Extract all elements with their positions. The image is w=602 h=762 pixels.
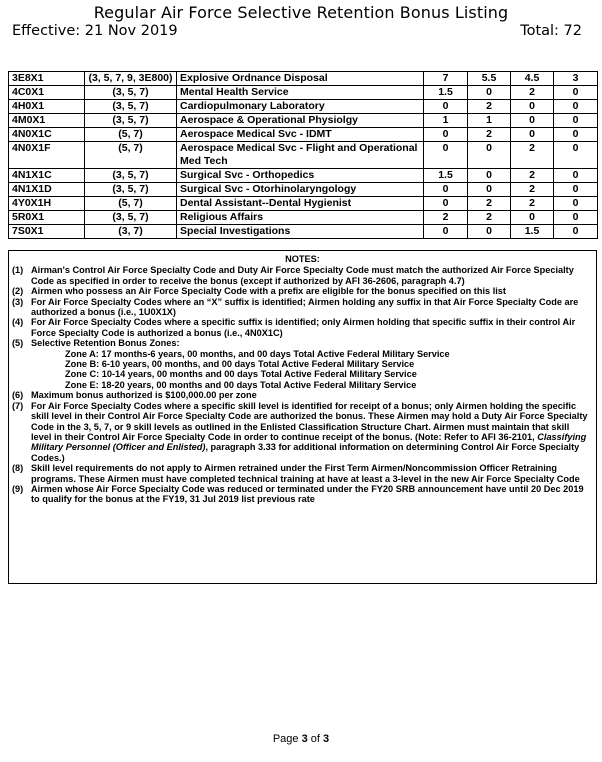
skill-levels-cell: (3, 5, 7) <box>85 183 177 197</box>
afsc-cell: 5R0X1 <box>9 211 85 225</box>
zone-a-cell: 1.5 <box>424 86 468 100</box>
table-row <box>9 100 598 114</box>
zone-b-cell: 2 <box>468 100 511 114</box>
afsc-cell: 7S0X1 <box>9 225 85 239</box>
note-number: (3) <box>12 296 24 307</box>
zone-c-cell: 0 <box>511 128 554 142</box>
specialty-title-cell: Aerospace Medical Svc - IDMT <box>177 128 424 142</box>
zone-c-cell: 2 <box>511 197 554 211</box>
zone-b-cell: 0 <box>468 183 511 197</box>
zone-e-cell: 0 <box>554 169 598 183</box>
afsc-cell: 4C0X1 <box>9 86 85 100</box>
skill-levels-cell: (3, 5, 7) <box>85 211 177 225</box>
effective-date: Effective: 21 Nov 2019 <box>12 23 178 39</box>
skill-levels-cell: (3, 5, 7, 9, 3E800) <box>85 72 177 86</box>
zone-b-cell: 5.5 <box>468 72 511 86</box>
skill-levels-cell: (3, 5, 7) <box>85 114 177 128</box>
zone-a-cell: 0 <box>424 225 468 239</box>
zone-a-cell: 0 <box>424 197 468 211</box>
note-text: Selective Retention Bonus Zones: <box>31 338 180 349</box>
zone-a: Zone A: 17 months-6 years, 00 months, and 00 days Total Active Federal Military Service <box>65 348 450 359</box>
notes-heading: NOTES: <box>285 254 320 264</box>
table-row <box>9 72 598 86</box>
note-text: Airmen whose Air Force Specialty Code was reduced or terminated under the FY20 SRB announcement have until 20 Dec 2019 to qualify for the bonus at the FY19, 31 Jul 2019 list previous rate <box>31 483 584 505</box>
specialty-title-cell: Aerospace Medical Svc - Flight and Operational Med Tech <box>177 142 424 169</box>
note-9 <box>9 484 596 505</box>
specialty-title-cell: Special Investigations <box>177 225 424 239</box>
zone-c-cell: 1.5 <box>511 225 554 239</box>
zone-a-cell: 7 <box>424 72 468 86</box>
table-row <box>9 197 598 211</box>
zone-b-cell: 2 <box>468 128 511 142</box>
zone-e-cell: 0 <box>554 142 598 169</box>
specialty-title-cell: Explosive Ordnance Disposal <box>177 72 424 86</box>
zone-b-cell: 0 <box>468 142 511 169</box>
note-1 <box>9 265 596 286</box>
zone-a-cell: 0 <box>424 183 468 197</box>
note-number: (1) <box>12 265 24 276</box>
note-text: For Air Force Specialty Codes where an “X” suffix is identified; Airmen holding any suffix in that Air Force Specialty Code are authorized a bonus (i.e., 1U0X1X) <box>31 296 579 318</box>
note-text: Maximum bonus authorized is $100,000.00 per zone <box>31 390 257 401</box>
page-total: 3 <box>323 733 330 745</box>
table-row <box>9 169 598 183</box>
zone-e: Zone E: 18-20 years, 00 months and 00 days Total Active Federal Military Service <box>65 379 417 390</box>
zone-c-cell: 0 <box>511 211 554 225</box>
zone-c-cell: 0 <box>511 114 554 128</box>
note-4 <box>9 317 596 338</box>
note-2 <box>9 286 596 296</box>
afsc-cell: 4N1X1C <box>9 169 85 183</box>
zone-c-cell: 2 <box>511 86 554 100</box>
afsc-cell: 4N0X1C <box>9 128 85 142</box>
zone-c: Zone C: 10-14 years, 00 months and 00 days Total Active Federal Military Service <box>65 369 417 380</box>
zone-c-cell: 4.5 <box>511 72 554 86</box>
zone-e-cell: 0 <box>554 211 598 225</box>
zone-e-cell: 0 <box>554 197 598 211</box>
zone-b-cell: 0 <box>468 169 511 183</box>
page-number: 3 <box>301 733 308 745</box>
skill-levels-cell: (5, 7) <box>85 128 177 142</box>
notes-box <box>8 250 597 584</box>
zone-a-cell: 2 <box>424 211 468 225</box>
afsc-cell: 4Y0X1H <box>9 197 85 211</box>
zone-a-cell: 1.5 <box>424 169 468 183</box>
zone-c-cell: 0 <box>511 100 554 114</box>
note-7 <box>9 401 596 463</box>
note-number: (8) <box>12 463 24 474</box>
zone-e-cell: 0 <box>554 183 598 197</box>
specialty-title-cell: Mental Health Service <box>177 86 424 100</box>
zone-c-cell: 2 <box>511 169 554 183</box>
note-3 <box>9 297 596 318</box>
afsc-cell: 4N1X1D <box>9 183 85 197</box>
zone-b-cell: 0 <box>468 225 511 239</box>
specialty-title-cell: Surgical Svc - Orthopedics <box>177 169 424 183</box>
zone-b-cell: 2 <box>468 197 511 211</box>
skill-levels-cell: (3, 5, 7) <box>85 86 177 100</box>
zone-b-cell: 0 <box>468 86 511 100</box>
note-text: , paragraph 3.33 for additional information on determining Control Air Force Specialty Codes.) <box>31 442 580 463</box>
table-row <box>9 114 598 128</box>
note-number: (6) <box>12 390 24 401</box>
zone-e-cell: 0 <box>554 100 598 114</box>
note-number: (5) <box>12 338 24 349</box>
bonus-table <box>8 71 598 239</box>
zone-e-cell: 3 <box>554 72 598 86</box>
zone-c-cell: 2 <box>511 142 554 169</box>
afsc-cell: 4N0X1F <box>9 142 85 169</box>
of-word: of <box>310 733 320 745</box>
zone-e-cell: 0 <box>554 128 598 142</box>
table-row <box>9 183 598 197</box>
zone-b-cell: 2 <box>468 211 511 225</box>
skill-levels-cell: (3, 7) <box>85 225 177 239</box>
note-text: Skill level requirements do not apply to Airmen retrained under the First Term Airmen/Noncommission Officer Retraining programs. These Airmen must have completed technical training at have at least a 3-level in the new Air Force Specialty Code <box>31 463 580 484</box>
total-count: Total: 72 <box>520 23 582 39</box>
page-title: Regular Air Force Selective Retention Bonus Listing <box>93 3 509 22</box>
zone-b-cell: 1 <box>468 114 511 128</box>
zone-e-cell: 0 <box>554 86 598 100</box>
page-footer <box>0 733 602 745</box>
zone-a-cell: 0 <box>424 100 468 114</box>
afsc-cell: 3E8X1 <box>9 72 85 86</box>
table-row <box>9 225 598 239</box>
table-row <box>9 86 598 100</box>
afsc-cell: 4H0X1 <box>9 100 85 114</box>
zone-a-cell: 0 <box>424 142 468 169</box>
skill-levels-cell: (5, 7) <box>85 142 177 169</box>
specialty-title-cell: Surgical Svc - Otorhinolaryngology <box>177 183 424 197</box>
note-text: Airmen who possess an Air Force Specialty Code with a prefix are eligible for the bonus specified on this list <box>31 286 506 297</box>
note-number: (9) <box>12 483 24 494</box>
note-number: (7) <box>12 400 24 411</box>
header-subline <box>12 22 582 40</box>
note-text: For Air Force Specialty Codes where a specific skill level is identified for receipt of a bonus; only Airmen holding the specific skill level in their Control Air Force Specialty Code are authorized the bonus. These Airmen may hold a Duty Air Force Specialty Code in the 3, 5, 7, or 9 skill levels as outlined in the Enlisted Classification Structure Chart. Airmen must maintain that skill level in their Control Air Force Specialty Code in order to continue receipt of the bonus. (Note: Refer to AFI 36-2101, <box>31 400 588 442</box>
zone-a-cell: 0 <box>424 128 468 142</box>
afsc-cell: 4M0X1 <box>9 114 85 128</box>
table-row <box>9 142 598 169</box>
skill-levels-cell: (3, 5, 7) <box>85 100 177 114</box>
specialty-title-cell: Religious Affairs <box>177 211 424 225</box>
note-6 <box>9 390 596 400</box>
note-reference-title: Classifying Military Personnel (Officer and Enlisted) <box>31 431 587 453</box>
note-text: Airman's Control Air Force Specialty Code and Duty Air Force Specialty Code must match the authorized Air Force Specialty Code as specified in order to receive the bonus (except if authorized by AFI 36-2606, paragraph 4.7) <box>31 265 574 286</box>
specialty-title-cell: Cardiopulmonary Laboratory <box>177 100 424 114</box>
note-5 <box>9 338 596 348</box>
skill-levels-cell: (3, 5, 7) <box>85 169 177 183</box>
page-word: Page <box>272 733 299 745</box>
zone-c-cell: 2 <box>511 183 554 197</box>
skill-levels-cell: (5, 7) <box>85 197 177 211</box>
note-number: (4) <box>12 317 24 328</box>
table-row <box>9 211 598 225</box>
zone-b: Zone B: 6-10 years, 00 months, and 00 days Total Active Federal Military Service <box>65 359 415 370</box>
note-number: (2) <box>12 286 24 297</box>
zone-e-cell: 0 <box>554 225 598 239</box>
zone-e-cell: 0 <box>554 114 598 128</box>
zone-a-cell: 1 <box>424 114 468 128</box>
note-8 <box>9 463 596 484</box>
specialty-title-cell: Aerospace & Operational Physiolgy <box>177 114 424 128</box>
note-text: For Air Force Specialty Codes where a specific suffix is identified; only Airmen holding that specific suffix in their control Air Force Specialty Code is authorized a bonus (i.e., 4N0X1C) <box>31 317 576 338</box>
table-row <box>9 128 598 142</box>
specialty-title-cell: Dental Assistant--Dental Hygienist <box>177 197 424 211</box>
